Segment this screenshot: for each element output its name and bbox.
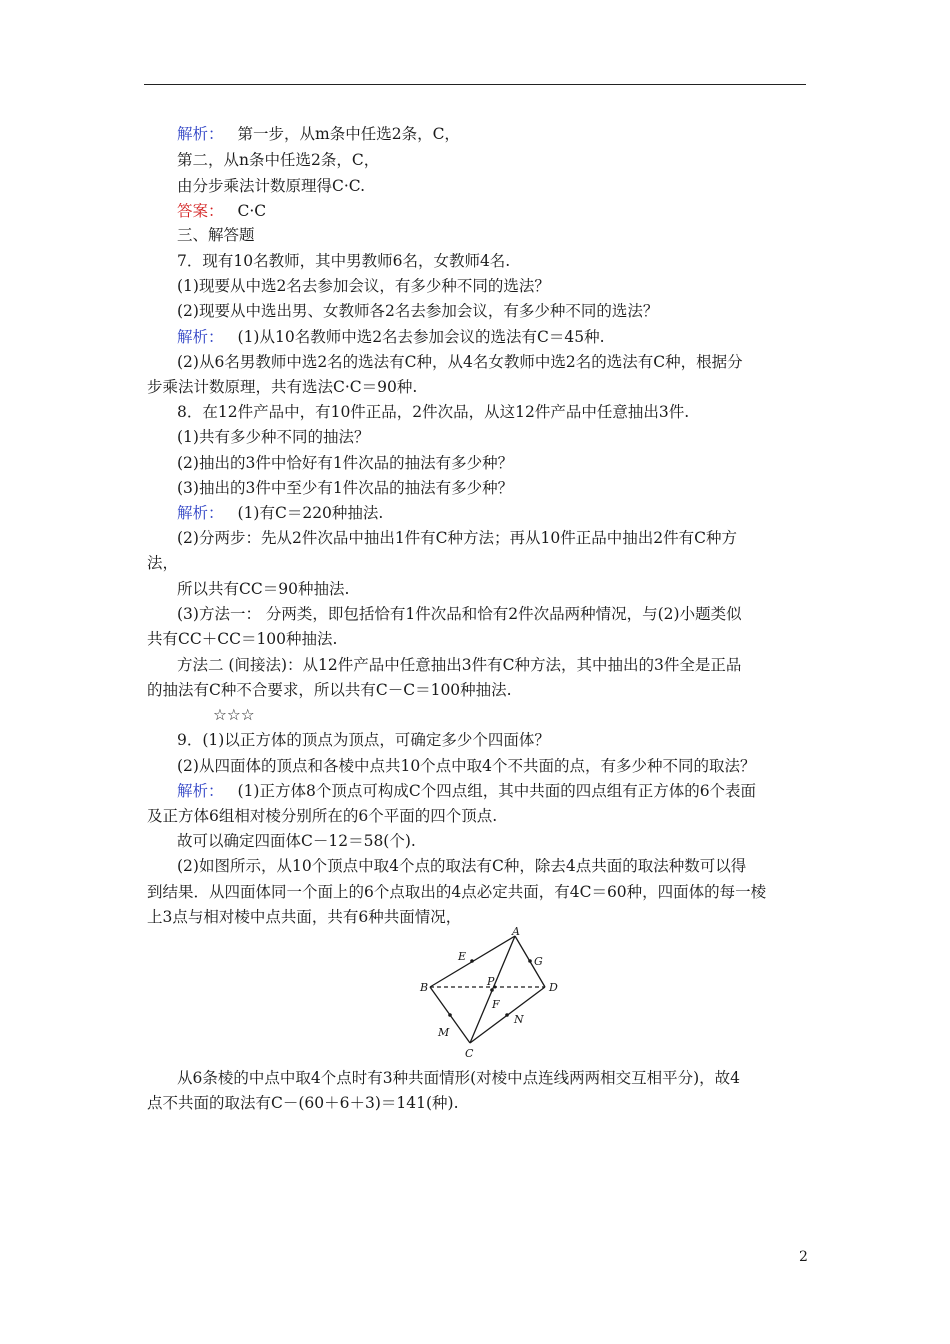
analysis-line [177, 781, 756, 801]
answer-line [177, 201, 266, 221]
analysis-line [177, 327, 605, 347]
label-c: C [465, 1047, 474, 1060]
text-line: 所以共有CC＝90种抽法. [177, 580, 350, 598]
text-line: 从6条棱的中点中取4个点时有3种共面情形(对棱中点连线两两相交互相平分)，故4 [177, 1069, 741, 1087]
line-text: (1)从10名教师中选2名去参加会议的选法有C＝45种. [237, 328, 605, 346]
header-rule [144, 84, 806, 85]
line-text: (1)正方体8个顶点可构成C个四点组，其中共面的四点组有正方体的6个表面 [237, 782, 757, 800]
text-line: 第二，从n条中任选2条，C， [177, 151, 380, 169]
text-line: (2)如图所示，从10个顶点中取4个点的取法有C种，除去4点共面的取法种数可以得 [177, 857, 747, 875]
text-line: 由分步乘法计数原理得C·C. [177, 177, 366, 195]
text-line: 的抽法有C种不合要求，所以共有C－C＝100种抽法. [147, 681, 512, 699]
label-g: G [534, 955, 543, 968]
text-line: (2)从6名男教师中选2名的选法有C种，从4名女教师中选2名的选法有C种，根据分 [177, 353, 743, 371]
text-line: 步乘法计数原理，共有选法C·C＝90种. [147, 378, 418, 396]
label-f: F [492, 998, 500, 1011]
text-line: 及正方体6组相对棱分别所在的6个平面的四个顶点. [147, 807, 498, 825]
question-7-part-1: (1)现要从中选2名去参加会议，有多少种不同的选法？ [177, 277, 550, 295]
answer-label: 答案： [177, 202, 224, 220]
question-7-part-2: (2)现要从中选出男、女教师各2名去参加会议，有多少种不同的选法？ [177, 302, 659, 320]
label-m: M [438, 1026, 450, 1039]
question-8-part-3: (3)抽出的3件中至少有1件次品的抽法有多少种？ [177, 479, 514, 497]
label-d: D [549, 981, 558, 994]
question-9-part-2: (2)从四面体的顶点和各棱中点共10个点中取4个不共面的点，有多少种不同的取法？ [177, 757, 756, 775]
analysis-line [177, 503, 383, 523]
page-number: 2 [799, 1249, 808, 1265]
label-p: P [487, 975, 495, 988]
answer-text: C·C [237, 202, 267, 220]
text-line: 共有CC＋CC＝100种抽法. [147, 630, 338, 648]
text-line: 方法二 (间接法)：从12件产品中任意抽出3件有C种方法，其中抽出的3件全是正品 [177, 656, 742, 674]
question-8: 8．在12件产品中，有10件正品，2件次品，从这12件产品中任意抽出3件. [177, 403, 690, 421]
text-line: (2)分两步：先从2件次品中抽出1件有C种方法；再从10件正品中抽出2件有C种方 [177, 529, 737, 547]
label-b: B [420, 981, 429, 994]
text-line: (3)方法一： 分两类，即包括恰有1件次品和恰有2件次品两种情况，与(2)小题类似 [177, 605, 742, 623]
text-line: 法， [147, 554, 179, 572]
text-line: 故可以确定四面体C－12＝58(个). [177, 832, 416, 850]
tetrahedron-figure [410, 926, 570, 1064]
star-divider: ☆☆☆ [213, 706, 255, 724]
analysis-line [177, 124, 460, 144]
question-8-part-1: (1)共有多少种不同的抽法？ [177, 428, 370, 446]
label-a: A [512, 926, 520, 938]
analysis-label: 解析： [177, 504, 224, 522]
text-line: 点不共面的取法有C－(60＋6＋3)＝141(种). [147, 1094, 459, 1112]
question-9: 9．(1)以正方体的顶点为顶点，可确定多少个四面体？ [177, 731, 550, 749]
line-text: 第一步，从m条中任选2条，C， [237, 125, 460, 143]
question-7: 7．现有10名教师，其中男教师6名，女教师4名. [177, 252, 511, 270]
label-n: N [514, 1013, 524, 1026]
analysis-label: 解析： [177, 328, 224, 346]
text-line: 上3点与相对棱中点共面，共有6种共面情况， [147, 908, 462, 926]
label-e: E [458, 950, 467, 963]
question-8-part-2: (2)抽出的3件中恰好有1件次品的抽法有多少种？ [177, 454, 514, 472]
analysis-label: 解析： [177, 125, 224, 143]
section-heading: 三、解答题 [177, 226, 255, 244]
line-text: (1)有C＝220种抽法. [237, 504, 384, 522]
text-line: 到结果．从四面体同一个面上的6个点取出的4点必定共面，有4C＝60种，四面体的每一棱 [147, 883, 767, 901]
analysis-label: 解析： [177, 782, 224, 800]
